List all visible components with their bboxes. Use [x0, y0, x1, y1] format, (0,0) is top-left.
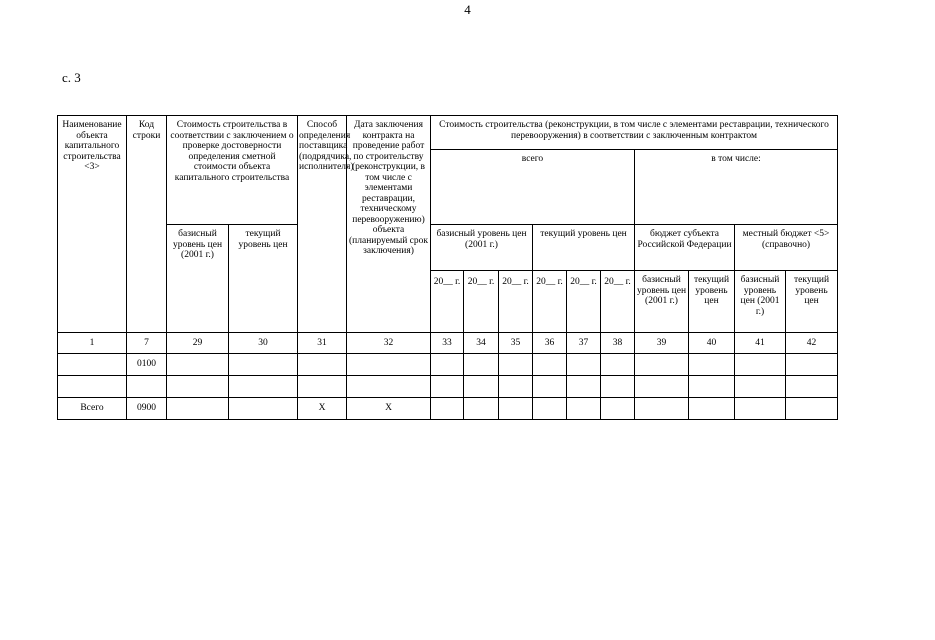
table-cell — [786, 398, 838, 420]
column-number: 40 — [689, 333, 735, 354]
row-date — [347, 354, 431, 376]
table-cell — [431, 354, 464, 376]
header-current-level-total: текущий уровень цен — [533, 225, 635, 271]
header-base-level-total: базисный уровень цен (2001 г.) — [431, 225, 533, 271]
column-number: 38 — [601, 333, 635, 354]
table-cell — [229, 354, 298, 376]
column-number: 35 — [499, 333, 533, 354]
header-contract-cost: Стоимость строительства (реконструкции, в том числе с элементами реставрации, технического перевооружения) в соответствии с заключенным контрактом — [431, 116, 838, 150]
column-number: 29 — [167, 333, 229, 354]
header-year: 20__ г. — [464, 271, 499, 333]
header-current-level: текущий уровень цен — [229, 225, 298, 333]
header-year: 20__ г. — [567, 271, 601, 333]
page-number: 4 — [464, 2, 471, 17]
column-number: 41 — [735, 333, 786, 354]
header-year: 20__ г. — [499, 271, 533, 333]
table-cell — [635, 376, 689, 398]
table-cell — [229, 398, 298, 420]
table-cell — [635, 398, 689, 420]
header-year: 20__ г. — [431, 271, 464, 333]
data-table — [57, 115, 838, 420]
row-code: 0900 — [127, 398, 167, 420]
row-date — [347, 376, 431, 398]
column-numbers-row — [58, 333, 838, 354]
header-local-budget: местный бюджет <5> (справочно) — [735, 225, 838, 271]
table-row — [58, 354, 838, 376]
header-base-level: базисный уровень цен (2001 г.) — [167, 225, 229, 333]
header-year: 20__ г. — [601, 271, 635, 333]
row-method: X — [298, 398, 347, 420]
header-regional-budget: бюджет субъекта Российской Федерации — [635, 225, 735, 271]
column-number: 36 — [533, 333, 567, 354]
table-cell — [601, 398, 635, 420]
table-cell — [735, 398, 786, 420]
table-cell — [735, 354, 786, 376]
row-name — [58, 376, 127, 398]
header-base-local: базисный уровень цен (2001 г.) — [735, 271, 786, 333]
header-date: Дата заключения контракта на проведение работ по строительству (реконструкции, в том числе с элементами реставрации, техническому перевооружению) объекта (планируемый срок заключения) — [347, 116, 431, 333]
table-cell — [499, 354, 533, 376]
column-number: 33 — [431, 333, 464, 354]
header-cost: Стоимость строительства в соответствии с заключением о проверке достоверности определения сметной стоимости объекта капитального строительства — [167, 116, 298, 225]
header-code: Код строки — [127, 116, 167, 333]
table-cell — [567, 354, 601, 376]
table-cell — [499, 398, 533, 420]
page-label: с. 3 — [62, 70, 81, 85]
header-current-local: текущий уровень цен — [786, 271, 838, 333]
table-cell — [431, 376, 464, 398]
column-number: 42 — [786, 333, 838, 354]
header-total: всего — [431, 150, 635, 225]
table-cell — [689, 376, 735, 398]
table-cell — [464, 354, 499, 376]
row-code — [127, 376, 167, 398]
table-cell — [431, 398, 464, 420]
table-cell — [533, 354, 567, 376]
header-current-regional: текущий уровень цен — [689, 271, 735, 333]
table-cell — [464, 376, 499, 398]
header-name: Наименование объекта капитального строительства <3> — [58, 116, 127, 333]
column-number: 7 — [127, 333, 167, 354]
table-cell — [229, 376, 298, 398]
table-cell — [689, 398, 735, 420]
row-code: 0100 — [127, 354, 167, 376]
row-name: Всего — [58, 398, 127, 420]
column-number: 34 — [464, 333, 499, 354]
header-base-regional: базисный уровень цен (2001 г.) — [635, 271, 689, 333]
table-cell — [567, 398, 601, 420]
column-number: 39 — [635, 333, 689, 354]
row-method — [298, 354, 347, 376]
row-date: X — [347, 398, 431, 420]
table-cell — [464, 398, 499, 420]
table-cell — [533, 376, 567, 398]
table-cell — [533, 398, 567, 420]
column-number: 31 — [298, 333, 347, 354]
table-cell — [635, 354, 689, 376]
row-method — [298, 376, 347, 398]
table-cell — [601, 376, 635, 398]
header-year: 20__ г. — [533, 271, 567, 333]
table-cell — [735, 376, 786, 398]
table-cell — [499, 376, 533, 398]
header-method: Способ определения поставщика (подрядчика, исполнителя) — [298, 116, 347, 333]
table-cell — [689, 354, 735, 376]
table-row — [58, 376, 838, 398]
header-including: в том числе: — [635, 150, 838, 225]
table-cell — [167, 376, 229, 398]
table-cell — [567, 376, 601, 398]
column-number: 30 — [229, 333, 298, 354]
table-row-total — [58, 398, 838, 420]
table-cell — [167, 398, 229, 420]
column-number: 37 — [567, 333, 601, 354]
table-cell — [601, 354, 635, 376]
table-cell — [786, 376, 838, 398]
table-cell — [786, 354, 838, 376]
table-cell — [167, 354, 229, 376]
column-number: 1 — [58, 333, 127, 354]
row-name — [58, 354, 127, 376]
column-number: 32 — [347, 333, 431, 354]
